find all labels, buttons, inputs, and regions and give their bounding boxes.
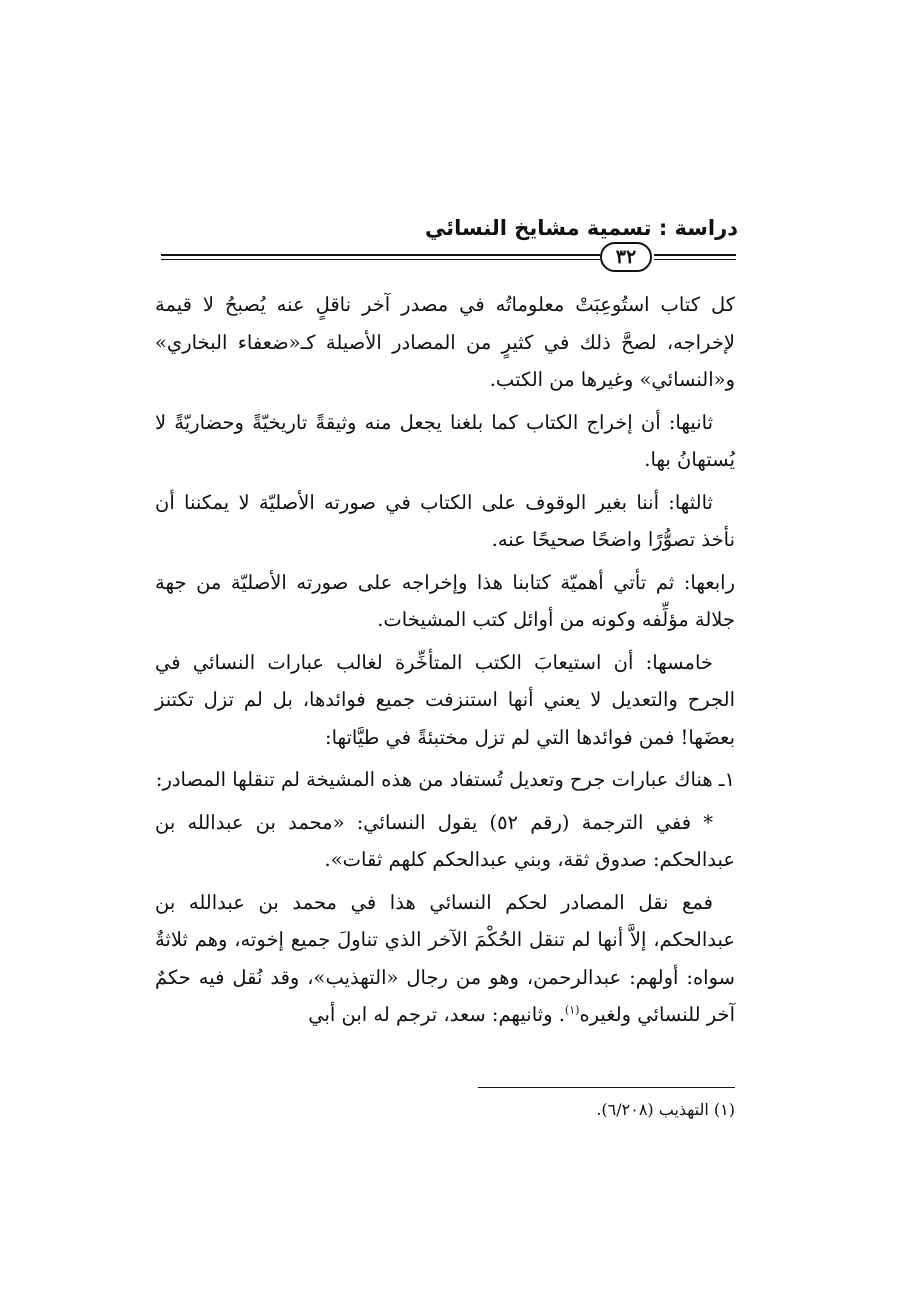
paragraph: ١ـ هناك عبارات جرح وتعديل تُستفاد من هذه المشيخة لم تنقلها المصادر: bbox=[155, 768, 735, 791]
page-number: ٣٢ bbox=[600, 242, 652, 272]
paragraph: ثالثها: أننا بغير الوقوف على الكتاب في صورته الأصليّة لا يمكننا أن نأخذ تصوُّرًا واضحًا صحيحًا عنه. bbox=[155, 490, 735, 551]
paragraph-text: . وثانيهم: سعد، ترجم له ابن أبي bbox=[308, 1003, 565, 1026]
header-rule-left bbox=[161, 254, 600, 256]
header-rule-right bbox=[654, 254, 736, 256]
paragraph bbox=[155, 884, 735, 1034]
paragraph: رابعها: ثم تأتي أهميّة كتابنا هذا وإخراجه على صورته الأصليّة من جهة جلالة مؤلِّفه وكونه من أوائل كتب المشيخات. bbox=[155, 570, 735, 631]
body-text bbox=[155, 286, 735, 1039]
header-rule-right-thin bbox=[654, 259, 736, 260]
footnote-reference[interactable]: (١) bbox=[564, 1003, 580, 1017]
footnote-rule bbox=[478, 1087, 735, 1088]
paragraph-text: فمع نقل المصادر لحكم النسائي هذا في محمد بن عبدالله بن عبدالحكم، إلاَّ أنها لم تنقل الحُكْمَ الآخر الذي تناولَ جميع إخوته، وهم ثلاثةٌ سواه: أولهم: عبدالرحمن، وهو من رجال «التهذيب»، وقد نُقل فيه حكمٌ آخر للنسائي ولغيره bbox=[155, 890, 735, 1026]
paragraph: ثانيها: أن إخراج الكتاب كما بلغنا يجعل منه وثيقةً تاريخيّةً وحضاريّةً لا يُستهانُ بها. bbox=[155, 410, 735, 471]
paragraph: * ففي الترجمة (رقم ٥٢) يقول النسائي: «محمد بن عبدالله بن عبدالحكم: صدوق ثقة، وبني عبدالحكم كلهم ثقات». bbox=[155, 810, 735, 871]
paragraph: خامسها: أن استيعابَ الكتب المتأخِّرة لغالب عبارات النسائي في الجرح والتعديل لا يعني أنها استنزفت جميع فوائدها، بل لم تزل تكتنز بعضَها! فمن فوائدها التي لم تزل مختبئةً في طيَّاتها: bbox=[155, 650, 735, 749]
running-title: دراسة : تسمية مشايخ النسائي bbox=[424, 216, 738, 240]
footnote: (١) التهذيب (٦/٢٠٨). bbox=[596, 1100, 735, 1119]
paragraph: كل كتاب استُوعِبَتْ معلوماتُه في مصدر آخر ناقلٍ عنه يُصبحُ لا قيمة لإخراجه، لصحَّ ذلك في كثيرٍ من المصادر الأصيلة كـ«ضعفاء البخاري» و«النسائي» وغيرها من الكتب. bbox=[155, 293, 735, 391]
header-rule-left-thin bbox=[161, 259, 600, 260]
